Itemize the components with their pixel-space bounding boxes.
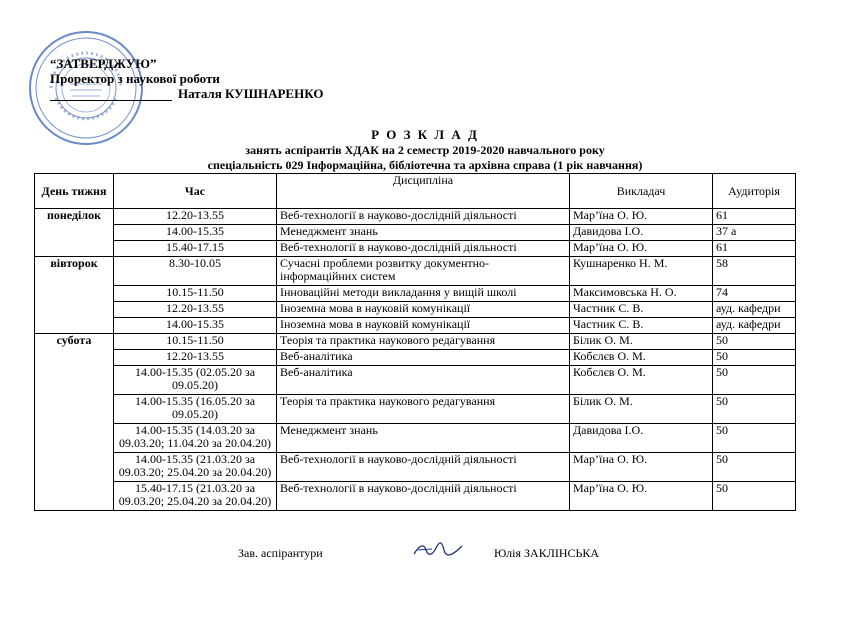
day-cell: понеділок: [35, 209, 114, 257]
room-cell: 50: [713, 424, 796, 453]
room-cell: 74: [713, 286, 796, 302]
schedule-table: [34, 173, 796, 511]
column-header-teacher: Викладач: [570, 174, 713, 209]
teacher-cell: Давидова І.О.: [570, 424, 713, 453]
discipline-cell: Іноземна мова в науковій комунікації: [277, 318, 570, 334]
table-row: [35, 209, 796, 225]
discipline-cell: Теорія та практика наукового редагування: [277, 395, 570, 424]
column-header-day: День тижня: [35, 174, 114, 209]
approver-position: Проректор з наукової роботи: [50, 71, 220, 86]
teacher-cell: Кушнаренко Н. М.: [570, 257, 713, 286]
table-row: [35, 241, 796, 257]
column-header-time: Час: [114, 174, 277, 209]
time-cell: 12.20-13.55: [114, 350, 277, 366]
time-cell: 15.40-17.15 (21.03.20 за 09.03.20; 25.04.20 за 20.04.20): [114, 482, 277, 511]
discipline-cell: Менеджмент знань: [277, 424, 570, 453]
document-title: Р О З К Л А Д: [371, 127, 479, 142]
discipline-cell: Веб-технології в науково-дослідній діяльності: [277, 453, 570, 482]
table-row: [35, 453, 796, 482]
approver-signature-line: [50, 86, 323, 101]
table-row: [35, 350, 796, 366]
teacher-cell: Мар’їна О. Ю.: [570, 482, 713, 511]
column-header-discipline: Дисципліна: [277, 174, 570, 209]
discipline-cell: Теорія та практика наукового редагування: [277, 334, 570, 350]
discipline-cell: Інноваційні методи викладання у вищій школі: [277, 286, 570, 302]
teacher-cell: Білик О. М.: [570, 334, 713, 350]
discipline-cell: Сучасні проблеми розвитку документно-інформаційних систем: [277, 257, 570, 286]
day-cell: субота: [35, 334, 114, 511]
discipline-cell: Іноземна мова в науковій комунікації: [277, 302, 570, 318]
table-row: [35, 395, 796, 424]
discipline-cell: Веб-аналітика: [277, 350, 570, 366]
teacher-cell: Кобєлєв О. М.: [570, 366, 713, 395]
room-cell: 61: [713, 241, 796, 257]
room-cell: 50: [713, 366, 796, 395]
teacher-cell: Максимовська Н. О.: [570, 286, 713, 302]
time-cell: 10.15-11.50: [114, 334, 277, 350]
table-row: [35, 334, 796, 350]
day-cell: вівторок: [35, 257, 114, 334]
discipline-cell: Менеджмент знань: [277, 225, 570, 241]
teacher-cell: Білик О. М.: [570, 395, 713, 424]
time-cell: 14.00-15.35 (14.03.20 за 09.03.20; 11.04.20 за 20.04.20): [114, 424, 277, 453]
discipline-cell: Веб-технології в науково-дослідній діяльності: [277, 209, 570, 225]
signature-underline: [50, 88, 172, 101]
table-row: [35, 257, 796, 286]
discipline-cell: Веб-аналітика: [277, 366, 570, 395]
teacher-cell: Мар’їна О. Ю.: [570, 209, 713, 225]
time-cell: 14.00-15.35 (16.05.20 за 09.05.20): [114, 395, 277, 424]
footer-name: Юлія ЗАКЛІНСЬКА: [494, 546, 600, 560]
table-row: [35, 482, 796, 511]
room-cell: 50: [713, 350, 796, 366]
room-cell: 58: [713, 257, 796, 286]
approval-block: [50, 56, 323, 101]
room-cell: 50: [713, 482, 796, 511]
room-cell: ауд. кафедри: [713, 302, 796, 318]
table-row: [35, 318, 796, 334]
footer-position: Зав. аспірантури: [238, 546, 323, 560]
room-cell: 50: [713, 334, 796, 350]
table-row: [35, 302, 796, 318]
teacher-cell: Мар’їна О. Ю.: [570, 241, 713, 257]
time-cell: 12.20-13.55: [114, 302, 277, 318]
time-cell: 10.15-11.50: [114, 286, 277, 302]
room-cell: ауд. кафедри: [713, 318, 796, 334]
table-row: [35, 424, 796, 453]
time-cell: 14.00-15.35: [114, 318, 277, 334]
approver-name: Наталя КУШНАРЕНКО: [178, 86, 324, 101]
room-cell: 50: [713, 395, 796, 424]
table-row: [35, 366, 796, 395]
document-specialty: спеціальність 029 Інформаційна, бібліотечна та архівна справа (1 рік навчання): [207, 158, 643, 172]
time-cell: 14.00-15.35: [114, 225, 277, 241]
teacher-cell: Давидова І.О.: [570, 225, 713, 241]
table-row: [35, 225, 796, 241]
column-header-room: Аудиторія: [713, 174, 796, 209]
time-cell: 14.00-15.35 (02.05.20 за 09.05.20): [114, 366, 277, 395]
table-row: [35, 286, 796, 302]
time-cell: 8.30-10.05: [114, 257, 277, 286]
teacher-cell: Мар’їна О. Ю.: [570, 453, 713, 482]
table-header-row: [35, 174, 796, 209]
teacher-cell: Кобєлєв О. М.: [570, 350, 713, 366]
teacher-cell: Частник С. В.: [570, 302, 713, 318]
room-cell: 37 а: [713, 225, 796, 241]
room-cell: 50: [713, 453, 796, 482]
approve-label: “ЗАТВЕРДЖУЮ”: [50, 56, 157, 71]
time-cell: 14.00-15.35 (21.03.20 за 09.03.20; 25.04.20 за 20.04.20): [114, 453, 277, 482]
discipline-cell: Веб-технології в науково-дослідній діяльності: [277, 241, 570, 257]
time-cell: 15.40-17.15: [114, 241, 277, 257]
time-cell: 12.20-13.55: [114, 209, 277, 225]
discipline-cell: Веб-технології в науково-дослідній діяльності: [277, 482, 570, 511]
document-subtitle: занять аспірантів ХДАК на 2 семестр 2019-2020 навчального року: [245, 143, 605, 157]
handwritten-signature: [412, 540, 464, 560]
teacher-cell: Частник С. В.: [570, 318, 713, 334]
room-cell: 61: [713, 209, 796, 225]
